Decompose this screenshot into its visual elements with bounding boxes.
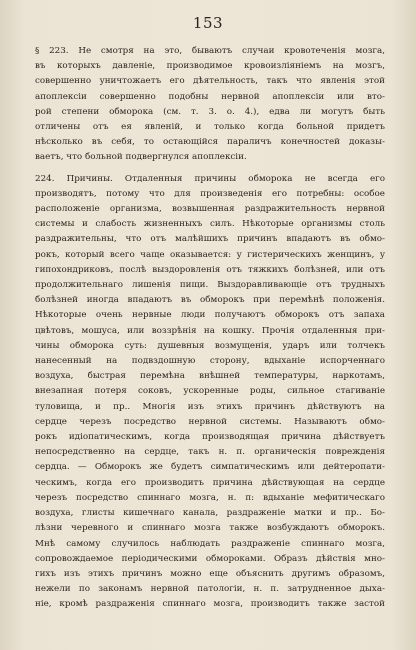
paragraph-223 [35, 44, 385, 166]
text-line: черезъ посредство спиннаго мозга, н. п: вдыханіе мефитическаго [35, 492, 385, 503]
text-line: 224. Причины. Отдаленныя причины обморока не всегда его [35, 173, 385, 184]
text-line: гипохондриковъ, послѣ выздоровленія отъ тяжкихъ болѣзней, или отъ [35, 264, 385, 275]
text-line: воздуха, глисты кишечнаго канала, раздраженіе матки и пр.. Бо- [35, 508, 385, 519]
text-line: § 223. Не смотря на это, бываютъ случаи кровотеченія мозга, [35, 46, 385, 56]
text-line: ческимъ, когда его производитъ причина дѣйствующая на сердце [35, 477, 385, 488]
text-line: сердце черезъ посредство нервной системы. Называютъ обмо- [35, 416, 385, 427]
text-line: цвѣтовъ, мошуса, или воззрѣнія на кошку. Прочія отдаленныя при- [35, 325, 385, 336]
text-line: рой степени обморока (см. т. 3. о. 4.), едва ли могутъ быть [35, 106, 385, 117]
body-text [35, 44, 385, 613]
text-line: раздражительны, что отъ малѣйшихъ причинъ впадаютъ въ обмо- [35, 234, 385, 245]
text-line: расположеніе организма, возвышенная раздражительность нервной [35, 204, 385, 215]
text-line: гихъ изъ этихъ причинъ можно еще объяснить другимъ образомъ, [35, 568, 385, 579]
text-line: Нѣкоторые очень нервные люди получаютъ обморокъ отъ запаха [35, 310, 385, 321]
text-line: воздуха, быстрая перемѣна внѣшней температуры, наркотамъ, [35, 371, 385, 382]
text-line: производятъ, потому что для произведенія его потребны: особое [35, 188, 385, 199]
text-line: ваетъ, что больной подвергнулся апоплексіи. [35, 152, 247, 163]
text-line: сопровождаемое періодическими обмороками. Образъ дѣйствія мно- [35, 553, 385, 564]
text-line: болѣзней иногда впадаютъ въ обморокъ при перемѣнѣ положенія. [35, 295, 385, 306]
paragraph-224 [35, 172, 385, 613]
text-line: въ которыхъ давленіе, производимое кровоизліяніемъ на мозгъ, [35, 61, 385, 72]
text-line: туловища, и пр.. Многія изъ этихъ причинъ дѣйствуютъ на [35, 401, 385, 412]
text-line: внезапная потеря соковъ, ускоренные роды, сильное стагиваніе [35, 386, 385, 397]
text-line: совершенно уничтожаетъ его дѣятельность, такъ что явленія этой [35, 76, 385, 87]
text-line: Мнѣ самому случилось наблюдать раздраженіе спиннаго мозга, [35, 538, 385, 549]
text-line: лѣзни черевного и спиннаго мозга также возбуждаютъ обморокъ. [35, 523, 385, 534]
text-line: отличены отъ ея явленій, и только когда больной придетъ [35, 122, 385, 133]
text-line: апоплексіи совершенно подобны нервной апоплексіи или вто- [35, 91, 385, 102]
text-line: системы и слабость жизненныхъ силъ. Нѣкоторые организмы столь [35, 219, 385, 230]
text-line: ніе, кромѣ раздраженія спиннаго мозга, производитъ также застой [35, 599, 385, 610]
text-line: нѣсколько въ себя, то остающійся параличъ конечностей доказы- [35, 137, 385, 148]
text-line: нанесенный на подвздошную сторону, вдыханіе испорченнаго [35, 356, 385, 367]
text-line: нежели по законамъ нервной патологіи, н. п. затрудненное дыха- [35, 584, 385, 595]
page-number: 153 [192, 14, 224, 32]
text-line: рокъ, который всего чаще оказывается: у гистерическихъ женщинъ, у [35, 249, 385, 260]
text-line: рокъ идіопатическимъ, когда производящая причина дѣйствуетъ [35, 432, 385, 443]
text-line: продолжительнаго лишенія пищи. Выздоравливающіе отъ трудныхъ [35, 280, 385, 291]
text-line: непосредственно на сердце, такъ н. п. органическія поврежденія [35, 447, 385, 458]
text-line: чины обморока суть: душевныя возмущенія, ударъ или толчекъ [35, 340, 385, 351]
text-line: сердца. — Обморокъ же будетъ симпатическимъ или дейтеропати- [35, 462, 385, 473]
